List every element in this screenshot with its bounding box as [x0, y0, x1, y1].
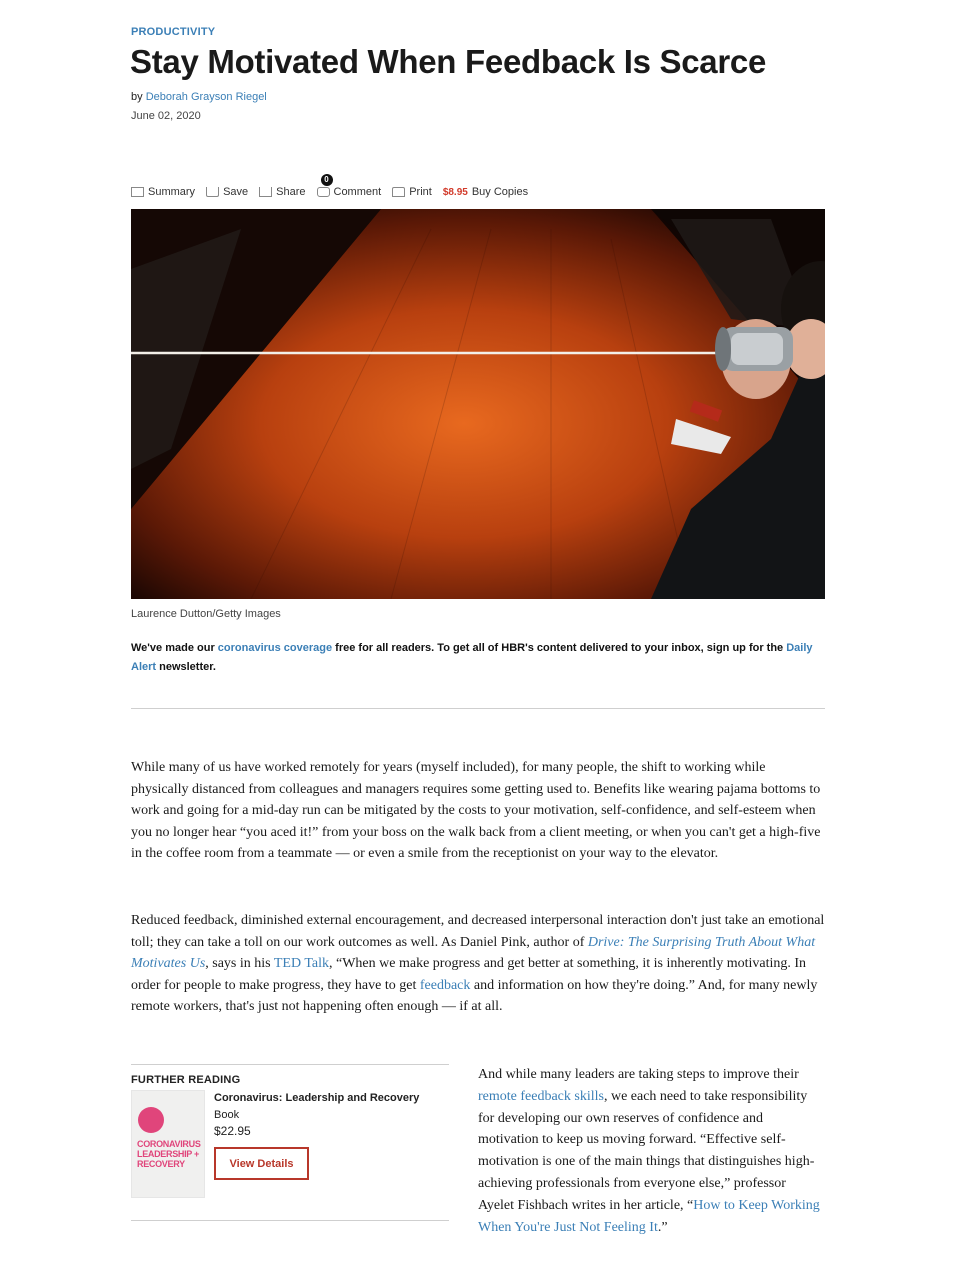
fishbach-article-link[interactable]: How to Keep Working When You're Just Not Feeling It	[478, 1197, 820, 1235]
comment-label: Comment	[333, 186, 382, 198]
print-label: Print	[409, 186, 432, 198]
cover-title-art: CORONAVIRUS LEADERSHIP + RECOVERY	[137, 1139, 201, 1169]
ted-talk-link[interactable]: TED Talk	[273, 956, 329, 972]
hero-illustration	[131, 209, 825, 599]
further-reading-bottom-rule	[131, 1220, 449, 1221]
hero-image	[131, 209, 825, 599]
book-cover-image[interactable]	[131, 1090, 205, 1198]
paragraph-3	[478, 1064, 824, 1238]
image-credit: Laurence Dutton/Getty Images	[131, 608, 281, 620]
book-title[interactable]	[214, 1090, 444, 1124]
topic-link[interactable]: PRODUCTIVITY	[131, 26, 216, 38]
p2-text-d: and information on how they're doing.” And, for many newly remote workers, that's just not happening often enough — if at all.	[131, 977, 818, 1015]
share-icon	[259, 187, 272, 197]
p2-text-c: , “When we make progress and get better at something, it is inherently motivating. In order for people to make progress, they have to get	[131, 956, 807, 993]
further-reading-top-rule	[131, 1064, 449, 1065]
byline	[131, 91, 267, 103]
daily-alert-link[interactable]: Daily Alert	[131, 642, 813, 673]
buy-copies-button[interactable]	[443, 186, 528, 198]
book-title-text: Coronavirus: Leadership and Recovery	[214, 1092, 420, 1104]
summary-button[interactable]	[131, 186, 195, 198]
p3-text-c: .”	[657, 1219, 668, 1235]
save-label: Save	[223, 186, 249, 198]
book-type: Book	[214, 1109, 240, 1121]
print-icon	[392, 187, 405, 197]
remote-feedback-skills-link[interactable]: remote feedback skills	[478, 1088, 604, 1104]
cover-badge	[138, 1107, 164, 1133]
paragraph-1: While many of us have worked remotely for years (myself included), for many people, the shift to working while physically distanced from colleagues and managers requires some getting used to. Benefits like wearing pajama bottoms to work and going for a mid-day run can be mitigated by the costs to your motivation, self-confidence, and self-esteem when you no longer hear “you aced it!” from your boss on the walk back from a client meeting, or when you can't get a high-five in the coffee room from a teammate — or even a smile from the receptionist on your way to the elevator.	[131, 760, 821, 862]
comment-icon	[317, 187, 330, 197]
byline-prefix: by	[131, 91, 143, 103]
publish-date: June 02, 2020	[131, 110, 201, 122]
feedback-link[interactable]: feedback	[419, 977, 471, 993]
coronavirus-coverage-link[interactable]: coronavirus coverage	[217, 642, 333, 654]
buy-label: Buy Copies	[471, 186, 529, 198]
paragraph-2	[131, 910, 825, 1018]
view-details-button[interactable]: View Details	[214, 1147, 309, 1180]
promo-text-2: free for all readers. To get all of HBR's content delivered to your inbox, sign up for the	[332, 642, 787, 654]
comment-count-badge: 0	[321, 174, 333, 186]
summary-icon	[131, 187, 144, 197]
author-link[interactable]: Deborah Grayson Riegel	[145, 91, 267, 103]
summary-label: Summary	[148, 186, 196, 198]
p3-text-a: And while many leaders are taking steps to improve their	[478, 1067, 799, 1082]
save-icon	[206, 187, 219, 197]
promo-text-3: newsletter.	[156, 661, 216, 673]
share-button[interactable]	[259, 186, 305, 198]
drive-book-title: Drive: The Surprising Truth About What Motivates Us	[131, 934, 816, 972]
further-reading-heading: FURTHER READING	[131, 1074, 241, 1086]
article-title: Stay Motivated When Feedback Is Scarce	[130, 43, 766, 80]
section-divider	[131, 708, 825, 709]
article-toolbar	[131, 175, 529, 198]
p2-text-b: , says in his	[205, 956, 274, 972]
buy-price: $8.95	[442, 186, 468, 198]
share-label: Share	[276, 186, 306, 198]
p2-text-a: Reduced feedback, diminished external encouragement, and decreased interpersonal interaction don't just take an emotional toll; they can take a toll on our work outcomes as well. As Daniel Pink, author of	[131, 913, 825, 950]
promo-text-1: We've made our	[131, 642, 218, 654]
book-price: $22.95	[214, 1124, 251, 1138]
comment-button[interactable]	[317, 175, 382, 198]
coverage-promo	[131, 639, 821, 677]
print-button[interactable]	[392, 186, 432, 198]
p3-text-b: , we each need to take responsibility for developing our own reserves of confidence and motivation to keep us moving forward. “Effective self-motivation is one of the main things that distinguishes high-achieving professionals from everyone else,” professor Ayelet Fishbach writes in her article, “	[478, 1088, 815, 1213]
save-button[interactable]	[206, 186, 248, 198]
